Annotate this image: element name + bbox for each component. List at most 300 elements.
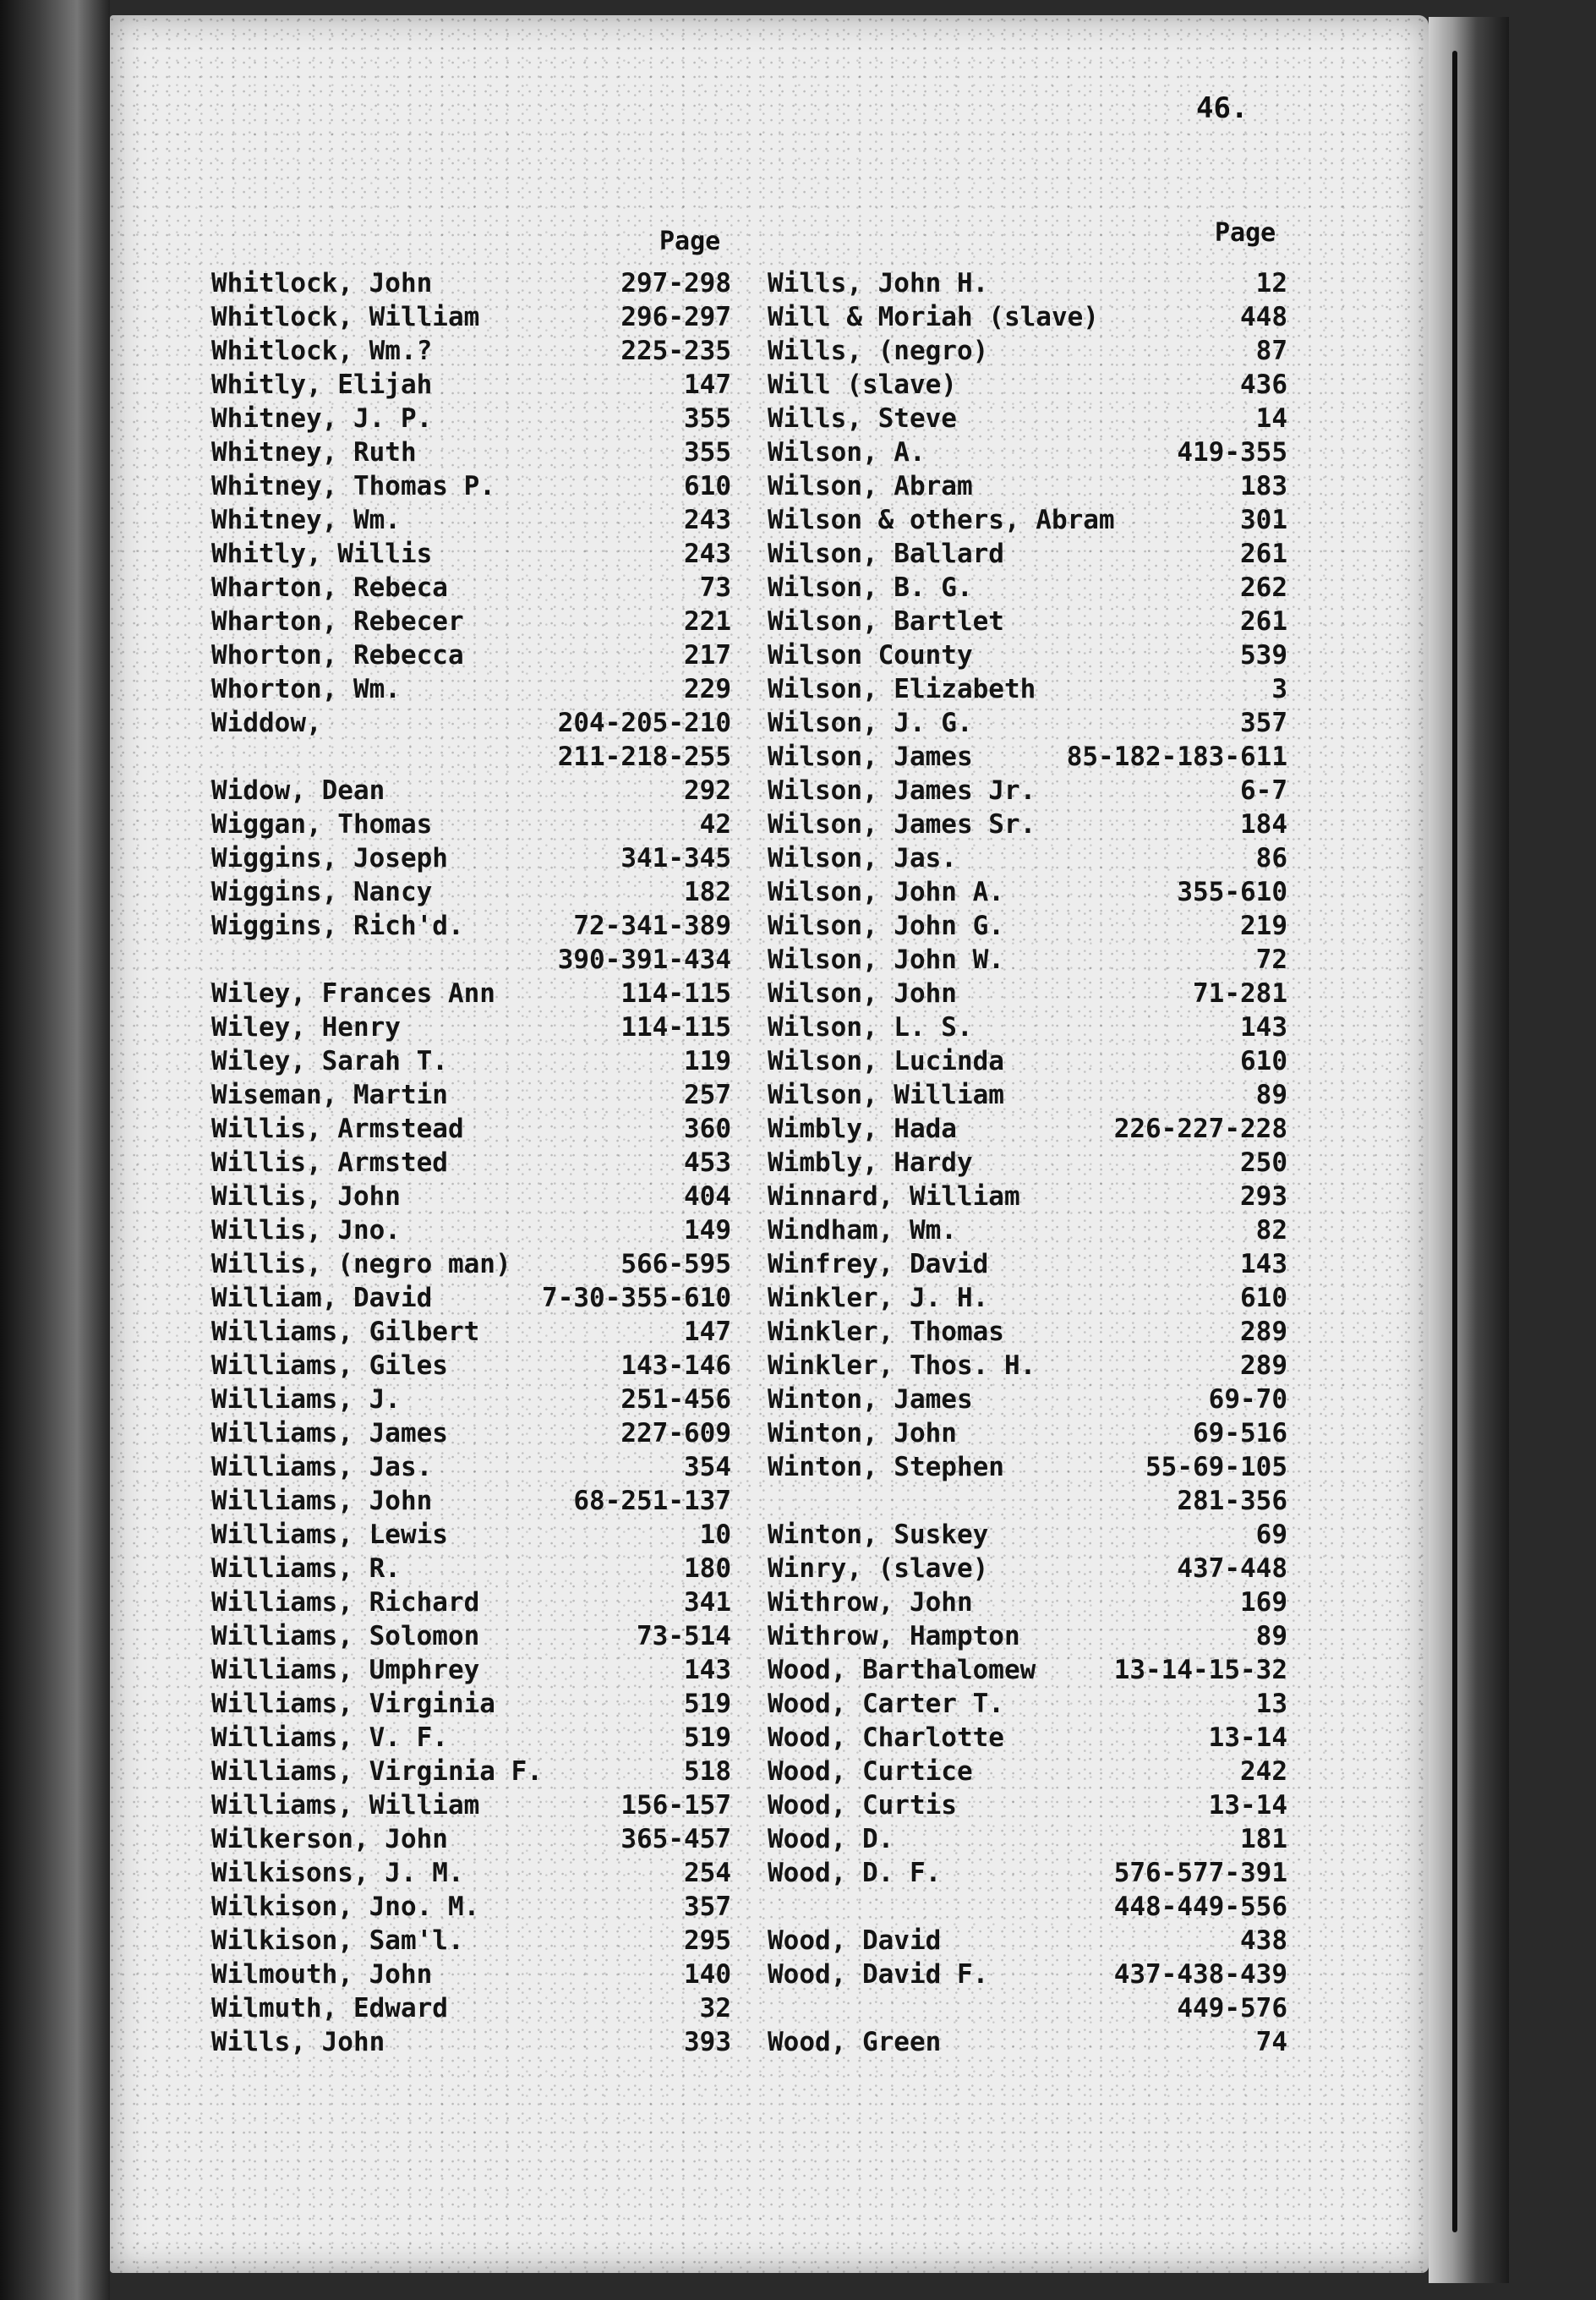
- index-entry: [768, 1619, 1287, 1653]
- entry-name: Wood, Curtis: [768, 1790, 957, 1821]
- entry-pages: 518: [684, 1756, 731, 1787]
- entry-name: Wilson, J. G.: [768, 708, 973, 738]
- entry-name: Wiggins, Nancy: [211, 877, 433, 907]
- index-entry: [211, 334, 731, 368]
- entry-pages: 539: [1240, 640, 1287, 671]
- entry-name: Wilkerson, John: [211, 1824, 448, 1854]
- entry-pages: 262: [1240, 572, 1287, 603]
- entry-name: Whitlock, Wm.?: [211, 336, 433, 366]
- entry-name: Wiggins, Rich'd.: [211, 911, 464, 941]
- entry-pages: 261: [1240, 539, 1287, 569]
- entry-name: Whitlock, William: [211, 302, 480, 332]
- entry-pages: 257: [684, 1080, 731, 1110]
- index-entry: [211, 774, 731, 808]
- index-entry: [768, 1890, 1287, 1924]
- index-entry: [768, 1484, 1287, 1518]
- entry-pages: 437-438-439: [1113, 1959, 1287, 1990]
- entry-pages: 390-391-434: [557, 945, 731, 975]
- index-entry: [211, 1281, 731, 1315]
- entry-name: Whitney, J. P.: [211, 403, 433, 434]
- index-entry: [211, 571, 731, 605]
- entry-pages: 169: [1240, 1587, 1287, 1618]
- index-entry: [211, 537, 731, 571]
- entry-name: Williams, R.: [211, 1553, 401, 1584]
- entry-name: Williams, Lewis: [211, 1520, 448, 1550]
- entry-name: Wilson, John: [768, 978, 957, 1009]
- index-entry: [211, 977, 731, 1010]
- entry-pages: 448: [1240, 302, 1287, 332]
- entry-name: Wilson, James Sr.: [768, 809, 1036, 840]
- index-entry: [768, 1552, 1287, 1585]
- index-entry: [211, 300, 731, 334]
- entry-name: Wimbly, Hada: [768, 1114, 957, 1144]
- entry-pages: 453: [684, 1147, 731, 1178]
- entry-name: Wilson & others, Abram: [768, 505, 1115, 535]
- entry-pages: 13-14: [1208, 1790, 1287, 1821]
- index-entry: [211, 435, 731, 469]
- entry-name: Wilson, James: [768, 742, 973, 772]
- entry-name: Whitly, Elijah: [211, 370, 433, 400]
- entry-name: Wills, John H.: [768, 268, 989, 298]
- entry-name: Wilson, Elizabeth: [768, 674, 1036, 704]
- entry-pages: 354: [684, 1452, 731, 1482]
- index-entry: [211, 706, 731, 740]
- entry-pages: 341-345: [620, 843, 731, 873]
- entry-pages: 576-577-391: [1113, 1858, 1287, 1888]
- index-entry: [768, 638, 1287, 672]
- entry-name: Wilson, Abram: [768, 471, 973, 501]
- index-entry: [768, 1585, 1287, 1619]
- entry-name: Wilkison, Sam'l.: [211, 1925, 464, 1956]
- entry-pages: 243: [684, 505, 731, 535]
- entry-pages: 73: [699, 572, 731, 603]
- entry-name: Withrow, Hampton: [768, 1621, 1020, 1651]
- entry-pages: 250: [1240, 1147, 1287, 1178]
- index-entry: [211, 1552, 731, 1585]
- entry-name: Williams, Virginia F.: [211, 1756, 543, 1787]
- entry-pages: 12: [1255, 268, 1287, 298]
- entry-name: Wiley, Frances Ann: [211, 978, 495, 1009]
- entry-name: Whitly, Willis: [211, 539, 433, 569]
- index-entry: [211, 1585, 731, 1619]
- entry-name: Wills, John: [211, 2027, 385, 2057]
- entry-name: Wood, David F.: [768, 1959, 989, 1990]
- entry-pages: 143: [1240, 1249, 1287, 1279]
- entry-name: Wiley, Sarah T.: [211, 1046, 448, 1076]
- entry-name: Wilson, Ballard: [768, 539, 1004, 569]
- entry-pages: 55-69-105: [1145, 1452, 1287, 1482]
- entry-pages: 436: [1240, 370, 1287, 400]
- index-entry: [768, 1518, 1287, 1552]
- entry-pages: 293: [1240, 1181, 1287, 1212]
- entry-name: Wiggan, Thomas: [211, 809, 433, 840]
- index-entry: [211, 1383, 731, 1416]
- index-entry: [768, 1112, 1287, 1146]
- index-entry: [211, 1619, 731, 1653]
- entry-pages: 610: [1240, 1046, 1287, 1076]
- entry-pages: 89: [1255, 1621, 1287, 1651]
- entry-name: Wood, Green: [768, 2027, 942, 2057]
- entry-pages: 183: [1240, 471, 1287, 501]
- index-entry: [768, 1180, 1287, 1213]
- entry-name: Wilkisons, J. M.: [211, 1858, 464, 1888]
- entry-pages: 301: [1240, 505, 1287, 535]
- entry-pages: 227-609: [620, 1418, 731, 1448]
- entry-name: Whitlock, John: [211, 268, 433, 298]
- entry-name: Williams, V. F.: [211, 1722, 448, 1753]
- entry-name: Winnard, William: [768, 1181, 1020, 1212]
- index-entry: [768, 1958, 1287, 1991]
- entry-name: Wilson, James Jr.: [768, 775, 1036, 806]
- entry-name: Wood, Carter T.: [768, 1689, 1004, 1719]
- entry-pages: 261: [1240, 606, 1287, 637]
- entry-pages: 355: [684, 403, 731, 434]
- entry-pages: 68-251-137: [573, 1486, 731, 1516]
- entry-name: Will (slave): [768, 370, 957, 400]
- entry-name: Windham, Wm.: [768, 1215, 957, 1246]
- entry-pages: 357: [1240, 708, 1287, 738]
- entry-name: Wood, D. F.: [768, 1858, 942, 1888]
- entry-pages: 13-14: [1208, 1722, 1287, 1753]
- index-entry: [211, 1518, 731, 1552]
- entry-pages: 217: [684, 640, 731, 671]
- index-entry: [768, 435, 1287, 469]
- index-entry: [211, 1687, 731, 1721]
- entry-pages: 147: [684, 370, 731, 400]
- entry-name: Will & Moriah (slave): [768, 302, 1099, 332]
- entry-name: Williams, Umphrey: [211, 1655, 480, 1685]
- index-entry: [211, 1822, 731, 1856]
- entry-name: Williams, Virginia: [211, 1689, 495, 1719]
- entry-name: Winkler, Thomas: [768, 1317, 1004, 1347]
- entry-pages: 355-610: [1177, 877, 1287, 907]
- index-entry: [211, 1788, 731, 1822]
- index-entry: [768, 1349, 1287, 1383]
- index-entry: [211, 1484, 731, 1518]
- entry-name: William, David: [211, 1283, 433, 1313]
- index-entry: [211, 1349, 731, 1383]
- entry-name: Wilson, Bartlet: [768, 606, 1004, 637]
- index-entry: [211, 1890, 731, 1924]
- entry-name: Wilson, William: [768, 1080, 1004, 1110]
- index-entry: [211, 875, 731, 909]
- index-entry: [768, 740, 1287, 774]
- entry-pages: 32: [699, 1993, 731, 2023]
- index-entry: [211, 503, 731, 537]
- entry-pages: 221: [684, 606, 731, 637]
- entry-pages: 393: [684, 2027, 731, 2057]
- entry-pages: 114-115: [620, 978, 731, 1009]
- index-entry: [768, 977, 1287, 1010]
- index-entry: [211, 1924, 731, 1958]
- entry-name: Wood, Curtice: [768, 1756, 973, 1787]
- entry-pages: 6-7: [1240, 775, 1287, 806]
- entry-pages: 226-227-228: [1113, 1114, 1287, 1144]
- index-entry: [211, 1213, 731, 1247]
- entry-name: Williams, James: [211, 1418, 448, 1448]
- entry-name: Williams, John: [211, 1486, 433, 1516]
- entry-pages: 72: [1255, 945, 1287, 975]
- entry-name: Wimbly, Hardy: [768, 1147, 973, 1178]
- entry-name: Wilkison, Jno. M.: [211, 1892, 480, 1922]
- index-entry: [211, 1180, 731, 1213]
- index-entry: [211, 1247, 731, 1281]
- entry-name: Williams, Richard: [211, 1587, 480, 1618]
- entry-name: Whorton, Wm.: [211, 674, 401, 704]
- entry-pages: 296-297: [620, 302, 731, 332]
- index-entry: [211, 841, 731, 875]
- index-entry: [211, 672, 731, 706]
- entry-name: Willis, Jno.: [211, 1215, 401, 1246]
- entry-pages: 519: [684, 1689, 731, 1719]
- entry-pages: 419-355: [1177, 437, 1287, 468]
- entry-pages: 449-576: [1177, 1993, 1287, 2023]
- entry-name: Williams, Gilbert: [211, 1317, 480, 1347]
- page-number: 46.: [1196, 91, 1249, 125]
- index-entry: [768, 1146, 1287, 1180]
- entry-pages: 13-14-15-32: [1113, 1655, 1287, 1685]
- index-entry: [768, 300, 1287, 334]
- entry-pages: 42: [699, 809, 731, 840]
- entry-name: Wilson, L. S.: [768, 1012, 973, 1043]
- entry-name: Wills, (negro): [768, 336, 989, 366]
- index-entry: [211, 1450, 731, 1484]
- entry-pages: 147: [684, 1317, 731, 1347]
- entry-pages: 448-449-556: [1113, 1892, 1287, 1922]
- index-entry: [768, 1213, 1287, 1247]
- entry-pages: 10: [699, 1520, 731, 1550]
- entry-pages: 119: [684, 1046, 731, 1076]
- entry-pages: 69-70: [1208, 1384, 1287, 1415]
- entry-name: Whorton, Rebecca: [211, 640, 464, 671]
- entry-pages: 3: [1271, 674, 1287, 704]
- right-column-header: Page: [1215, 218, 1276, 248]
- index-entry: [768, 503, 1287, 537]
- index-entry: [768, 1416, 1287, 1450]
- entry-name: Winkler, J. H.: [768, 1283, 989, 1313]
- entry-pages: 242: [1240, 1756, 1287, 1787]
- entry-name: Wiseman, Martin: [211, 1080, 448, 1110]
- index-entry: [768, 943, 1287, 977]
- entry-name: Willis, (negro man): [211, 1249, 511, 1279]
- entry-pages: 184: [1240, 809, 1287, 840]
- entry-name: Wilson, John A.: [768, 877, 1004, 907]
- entry-name: Wilson, Lucinda: [768, 1046, 1004, 1076]
- index-entry: [211, 469, 731, 503]
- entry-name: Williams, Jas.: [211, 1452, 433, 1482]
- entry-name: Wills, Steve: [768, 403, 957, 434]
- entry-name: Williams, J.: [211, 1384, 401, 1415]
- entry-pages: 14: [1255, 403, 1287, 434]
- entry-pages: 225-235: [620, 336, 731, 366]
- entry-pages: 74: [1255, 2027, 1287, 2057]
- entry-pages: 140: [684, 1959, 731, 1990]
- entry-pages: 71-281: [1193, 978, 1287, 1009]
- index-entry: [768, 1822, 1287, 1856]
- index-entry: [211, 1112, 731, 1146]
- index-entry: [211, 638, 731, 672]
- entry-name: Wilson, John W.: [768, 945, 1004, 975]
- left-column-header: Page: [659, 227, 721, 256]
- index-entry: [768, 1450, 1287, 1484]
- entry-pages: 204-205-210: [557, 708, 731, 738]
- entry-pages: 292: [684, 775, 731, 806]
- index-entry: [211, 368, 731, 402]
- index-entry: [768, 1788, 1287, 1822]
- index-entry: [768, 1044, 1287, 1078]
- index-entry: [211, 1315, 731, 1349]
- entry-pages: 182: [684, 877, 731, 907]
- index-entry: [211, 808, 731, 841]
- entry-pages: 254: [684, 1858, 731, 1888]
- entry-pages: 149: [684, 1215, 731, 1246]
- index-entry: [211, 402, 731, 435]
- entry-name: Winton, John: [768, 1418, 957, 1448]
- entry-pages: 295: [684, 1925, 731, 1956]
- entry-name: Willis, Armstead: [211, 1114, 464, 1144]
- index-entry: [211, 1044, 731, 1078]
- entry-pages: 566-595: [620, 1249, 731, 1279]
- right-index-column: [768, 266, 1287, 2059]
- entry-name: Winton, Stephen: [768, 1452, 1004, 1482]
- index-entry: [211, 943, 731, 977]
- entry-pages: 289: [1240, 1317, 1287, 1347]
- index-entry: [211, 1991, 731, 2025]
- index-entry: [211, 266, 731, 300]
- index-entry: [211, 1755, 731, 1788]
- entry-pages: 360: [684, 1114, 731, 1144]
- entry-name: Winfrey, David: [768, 1249, 989, 1279]
- page-fold-line: [1452, 51, 1457, 2232]
- index-entry: [211, 1416, 731, 1450]
- index-entry: [768, 1687, 1287, 1721]
- entry-pages: 297-298: [620, 268, 731, 298]
- entry-name: Widow, Dean: [211, 775, 385, 806]
- index-entry: [211, 1146, 731, 1180]
- index-entry: [768, 774, 1287, 808]
- entry-name: Winton, Suskey: [768, 1520, 989, 1550]
- entry-name: Williams, Giles: [211, 1350, 448, 1381]
- entry-name: Wilson, B. G.: [768, 572, 973, 603]
- entry-name: Wilson, A.: [768, 437, 926, 468]
- index-entry: [768, 1924, 1287, 1958]
- index-entry: [211, 1721, 731, 1755]
- entry-pages: 610: [684, 471, 731, 501]
- index-entry: [211, 1958, 731, 1991]
- index-entry: [211, 909, 731, 943]
- entry-name: Wilson County: [768, 640, 973, 671]
- entry-name: Wilson, John G.: [768, 911, 1004, 941]
- entry-pages: 73-514: [637, 1621, 731, 1651]
- entry-name: Withrow, John: [768, 1587, 973, 1618]
- entry-pages: 211-218-255: [557, 742, 731, 772]
- entry-pages: 156-157: [620, 1790, 731, 1821]
- index-entry: [211, 1010, 731, 1044]
- page-stack-edge: [1429, 17, 1509, 2283]
- index-entry: [768, 469, 1287, 503]
- index-entry: [768, 1010, 1287, 1044]
- entry-pages: 355: [684, 437, 731, 468]
- entry-name: Whitney, Thomas P.: [211, 471, 495, 501]
- index-entry: [768, 1755, 1287, 1788]
- entry-name: Willis, Armsted: [211, 1147, 448, 1178]
- entry-pages: 251-456: [620, 1384, 731, 1415]
- index-entry: [768, 402, 1287, 435]
- entry-name: Wood, D.: [768, 1824, 894, 1854]
- index-entry: [211, 740, 731, 774]
- index-entry: [768, 1078, 1287, 1112]
- book-binding-edge: [0, 0, 110, 2300]
- entry-pages: 438: [1240, 1925, 1287, 1956]
- entry-pages: 85-182-183-611: [1066, 742, 1287, 772]
- entry-pages: 610: [1240, 1283, 1287, 1313]
- entry-pages: 519: [684, 1722, 731, 1753]
- index-entry: [768, 706, 1287, 740]
- entry-pages: 180: [684, 1553, 731, 1584]
- entry-pages: 69-516: [1193, 1418, 1287, 1448]
- entry-pages: 143: [684, 1655, 731, 1685]
- entry-pages: 72-341-389: [573, 911, 731, 941]
- entry-name: Wilmuth, Edward: [211, 1993, 448, 2023]
- entry-name: Wiggins, Joseph: [211, 843, 448, 873]
- entry-name: Whitney, Wm.: [211, 505, 401, 535]
- entry-pages: 82: [1255, 1215, 1287, 1246]
- entry-pages: 114-115: [620, 1012, 731, 1043]
- entry-pages: 404: [684, 1181, 731, 1212]
- index-entry: [768, 368, 1287, 402]
- entry-pages: 437-448: [1177, 1553, 1287, 1584]
- left-index-column: [211, 266, 731, 2059]
- index-entry: [768, 1281, 1287, 1315]
- entry-name: Winkler, Thos. H.: [768, 1350, 1036, 1381]
- entry-name: Wilson, Jas.: [768, 843, 957, 873]
- index-entry: [211, 1078, 731, 1112]
- index-entry: [768, 1383, 1287, 1416]
- entry-pages: 281-356: [1177, 1486, 1287, 1516]
- entry-pages: 341: [684, 1587, 731, 1618]
- entry-name: Whitney, Ruth: [211, 437, 417, 468]
- index-entry: [768, 1315, 1287, 1349]
- index-entry: [768, 605, 1287, 638]
- entry-name: Wood, Charlotte: [768, 1722, 1004, 1753]
- entry-pages: 143: [1240, 1012, 1287, 1043]
- index-entry: [211, 1856, 731, 1890]
- entry-name: Wilmouth, John: [211, 1959, 433, 1990]
- entry-pages: 87: [1255, 336, 1287, 366]
- index-entry: [211, 1653, 731, 1687]
- index-entry: [211, 605, 731, 638]
- index-entry: [768, 2025, 1287, 2059]
- entry-name: Wharton, Rebecer: [211, 606, 464, 637]
- index-entry: [768, 537, 1287, 571]
- entry-pages: 229: [684, 674, 731, 704]
- entry-pages: 357: [684, 1892, 731, 1922]
- index-entry: [768, 1991, 1287, 2025]
- entry-pages: 13: [1255, 1689, 1287, 1719]
- index-entry: [768, 909, 1287, 943]
- entry-name: Wharton, Rebeca: [211, 572, 448, 603]
- entry-pages: 69: [1255, 1520, 1287, 1550]
- entry-name: Wood, Barthalomew: [768, 1655, 1036, 1685]
- index-entry: [768, 1653, 1287, 1687]
- entry-name: Winry, (slave): [768, 1553, 989, 1584]
- entry-name: Willis, John: [211, 1181, 401, 1212]
- index-entry: [768, 672, 1287, 706]
- entry-pages: 89: [1255, 1080, 1287, 1110]
- entry-name: Wiley, Henry: [211, 1012, 401, 1043]
- index-entry: [768, 334, 1287, 368]
- entry-name: Winton, James: [768, 1384, 973, 1415]
